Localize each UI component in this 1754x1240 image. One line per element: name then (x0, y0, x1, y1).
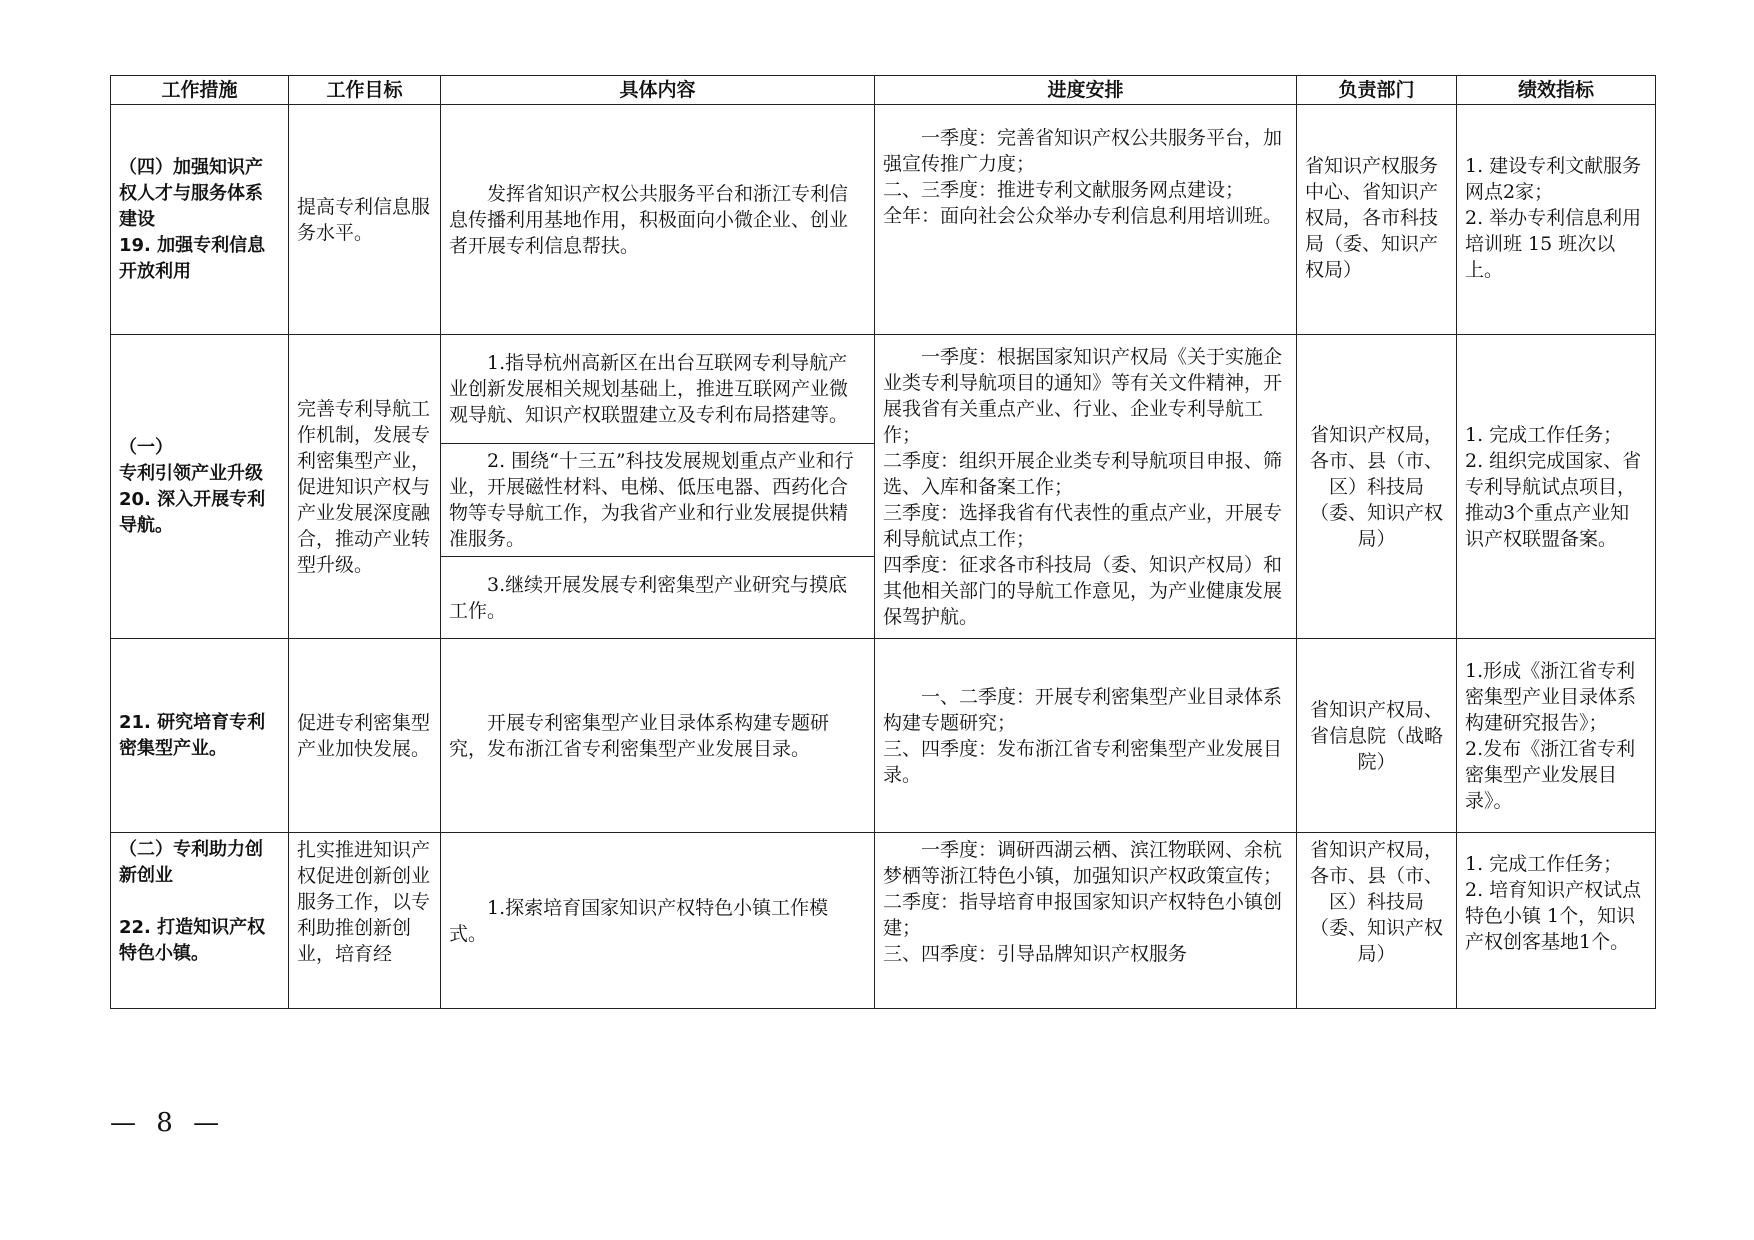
schedule-cell (875, 639, 1297, 833)
goal-text: 促进专利密集型产业加快发展。 (297, 711, 431, 760)
department-cell (1297, 833, 1457, 1009)
content-text: 发挥省知识产权公共服务平台和浙江专利信息传播利用基地作用，积极面向小微企业、创业者开展专利信息帮扶。 (449, 182, 849, 257)
indicator-text: 1.形成《浙江省专利密集型产业目录体系构建研究报告》； 2.发布《浙江省专利密集型产业发展目录》。 (1465, 659, 1637, 812)
header-schedule: 进度安排 (875, 76, 1297, 105)
schedule-cell (875, 105, 1297, 335)
goal-text: 提高专利信息服务水平。 (297, 195, 431, 244)
content-text: 开展专利密集型产业目录体系构建专题研究，发布浙江省专利密集型产业发展目录。 (449, 711, 830, 760)
measure-text: （一） 专利引领产业升级 20. 深入开展专利导航。 (119, 436, 266, 536)
department-cell (1297, 639, 1457, 833)
table-row (111, 105, 1656, 335)
department-text: 省知识产权局、省信息院（战略院） (1309, 698, 1443, 773)
content-item: 1.指导杭州高新区在出台互联网专利导航产业创新发展相关规划基础上，推进互联网产业微观导航、知识产权联盟建立及专利布局搭建等。 (449, 352, 849, 426)
indicator-cell (1457, 335, 1656, 639)
schedule-text: 一、二季度：开展专利密集型产业目录体系构建专题研究； 三、四季度：发布浙江省专利密集型产业发展目录。 (883, 685, 1283, 786)
indicator-text: 1. 完成工作任务； 2. 培育知识产权试点特色小镇 1个，知识产权创客基地1个。 (1465, 853, 1642, 953)
header-goal: 工作目标 (289, 76, 441, 105)
goal-cell (289, 105, 441, 335)
measure-text: 21. 研究培育专利密集型产业。 (119, 711, 266, 759)
indicator-text: 1. 建设专利文献服务网点2家； 2. 举办专利信息利用培训班 15 班次以上。 (1465, 155, 1642, 281)
content-cell (441, 335, 875, 639)
measure-cell (111, 639, 289, 833)
indicator-cell (1457, 105, 1656, 335)
work-plan-table (110, 75, 1656, 1009)
measure-cell (111, 105, 289, 335)
table-row (111, 833, 1656, 1009)
header-indicator: 绩效指标 (1457, 76, 1656, 105)
schedule-text: 一季度：调研西湖云栖、滨江物联网、余杭梦栖等浙江特色小镇，加强知识产权政策宣传； 二季度：指导培育申报国家知识产权特色小镇创建； 三、四季度：引导品牌知识产权服务 (883, 839, 1283, 965)
content-cell (441, 833, 875, 1009)
table-row (111, 639, 1656, 833)
measure-text: （二）专利助力创新创业 22. 打造知识产权特色小镇。 (119, 839, 266, 964)
table-row (111, 335, 1656, 639)
department-cell (1297, 335, 1457, 639)
content-cell (441, 105, 875, 335)
measure-cell (111, 335, 289, 639)
content-item: 3.继续开展发展专利密集型产业研究与摸底工作。 (449, 573, 848, 622)
schedule-cell (875, 833, 1297, 1009)
goal-cell (289, 833, 441, 1009)
goal-cell (289, 335, 441, 639)
department-text: 省知识产权局，各市、县（市、区）科技局（委、知识产权局） (1309, 423, 1443, 550)
department-cell (1297, 105, 1457, 335)
page-number: — 8 — (110, 1108, 226, 1138)
schedule-text: 一季度：完善省知识产权公共服务平台，加强宣传推广力度； 二、三季度：推进专利文献服务网点建设； 全年：面向社会公众举办专利信息利用培训班。 (883, 127, 1283, 227)
header-department: 负责部门 (1297, 76, 1457, 105)
goal-cell (289, 639, 441, 833)
table-header-row (111, 76, 1656, 105)
indicator-text: 1. 完成工作任务； 2. 组织完成国家、省专利导航试点项目，推动3个重点产业知识产权联盟备案。 (1465, 423, 1642, 550)
header-measure: 工作措施 (111, 76, 289, 105)
schedule-cell (875, 335, 1297, 639)
department-text: 省知识产权局，各市、县（市、区）科技局（委、知识产权局） (1309, 839, 1443, 965)
measure-text: （四）加强知识产权人才与服务体系建设 19. 加强专利信息开放利用 (119, 156, 266, 282)
indicator-cell (1457, 833, 1656, 1009)
content-cell (441, 639, 875, 833)
measure-cell (111, 833, 289, 1009)
content-subtable (441, 335, 874, 638)
content-item: 2. 围绕“十三五”科技发展规划重点产业和行业，开展磁性材料、电梯、低压电器、西药化合物等专导航工作，为我省产业和行业发展提供精准服务。 (449, 450, 854, 550)
department-text: 省知识产权服务中心、省知识产权局，各市科技局（委、知识产权局） (1305, 155, 1439, 281)
goal-text: 扎实推进知识产权促进创新创业服务工作，以专利助推创新创业，培育经 (297, 839, 431, 965)
schedule-text: 一季度：根据国家知识产权局《关于实施企业类专利导航项目的通知》等有关文件精神，开展我省有关重点产业、行业、企业专利导航工作； 二季度：组织开展企业类专利导航项目申报、筛选、入库和备案工作； 三季度：选择我省有代表性的重点产业，开展专利导航试点工作； 四季度：征求各市科技局（委、知识产权局）和其他相关部门的导航工作意见，为产业健康发展保驾护航。 (883, 345, 1283, 628)
content-text: 1.探索培育国家知识产权特色小镇工作模式。 (449, 896, 829, 945)
goal-text: 完善专利导航工作机制，发展专利密集型产业，促进知识产权与产业发展深度融合，推动产业转型升级。 (297, 397, 431, 576)
indicator-cell (1457, 639, 1656, 833)
header-content: 具体内容 (441, 76, 875, 105)
